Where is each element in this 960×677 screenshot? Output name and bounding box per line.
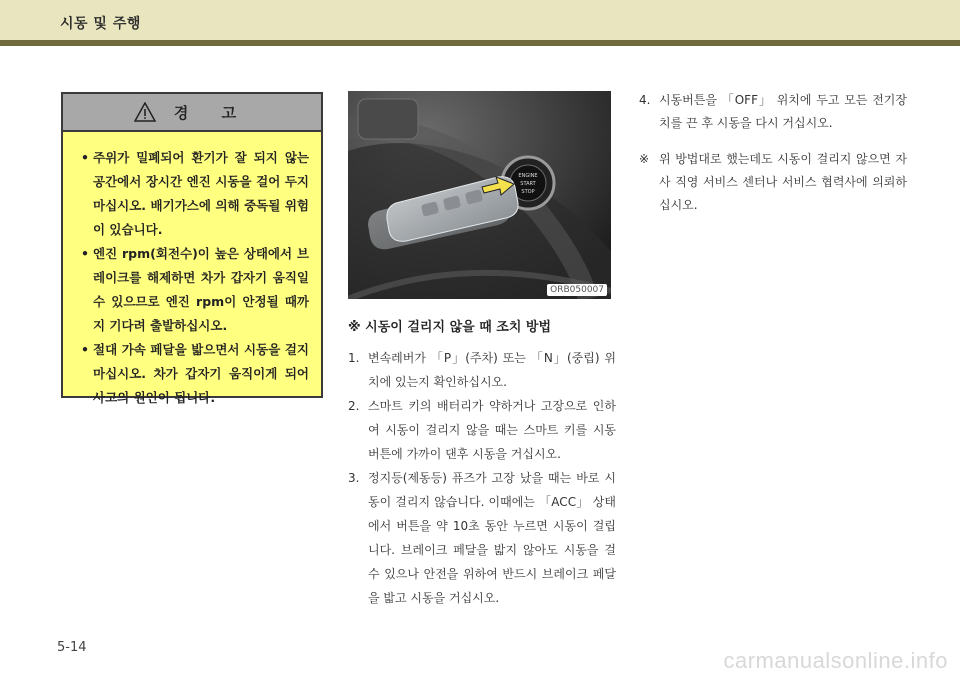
header-rule <box>0 40 960 46</box>
warning-list <box>63 132 321 410</box>
steps-list <box>348 346 616 610</box>
photo-code: ORB050007 <box>547 284 607 296</box>
step-item <box>348 466 616 610</box>
warning-triangle-icon <box>134 102 156 122</box>
step-text: 정지등(제동등) 퓨즈가 고장 났을 때는 바로 시동이 걸리지 않습니다. 이때에는 「ACC」 상태에서 버튼을 약 10초 동안 누르면 시동이 걸립니다. 브레이크 페달을 밟지 않아도 시동을 걸 수 있으나 안전을 위하여 반드시 브레이크 페달을 밟고 시동을 거십시오. <box>368 471 616 605</box>
step-text: 스마트 키의 배터리가 약하거나 고장으로 인하여 시동이 걸리지 않을 때는 스마트 키를 시동 버튼에 가까이 댄후 시동을 거십시오. <box>368 399 616 461</box>
smart-key-photo <box>348 91 611 299</box>
button-text-line: ENGINE <box>518 173 538 179</box>
warning-item: • 절대 가속 페달을 밟으면서 시동을 걸지 마십시오. 차가 갑자기 움직이게 되어 사고의 원인이 됩니다. <box>93 338 309 410</box>
step-number: 4. <box>639 93 651 107</box>
note-text: 위 방법대로 했는데도 시동이 걸리지 않으면 자사 직영 서비스 센터나 서비스 협력사에 의뢰하십시오. <box>659 152 907 212</box>
button-text-line: STOP <box>521 189 535 195</box>
warning-box <box>61 92 323 405</box>
step-text: 시동버튼을 「OFF」 위치에 두고 모든 전기장치를 끈 후 시동을 다시 거십시오. <box>659 93 907 130</box>
step-text: 변속레버가 「P」(주차) 또는 「N」(중립) 위치에 있는지 확인하십시오. <box>368 351 616 389</box>
button-text-line: START <box>520 181 536 187</box>
smart-key-illustration <box>348 91 611 299</box>
page-header <box>0 0 960 46</box>
step-number: 1. <box>348 351 360 365</box>
step-item <box>639 89 907 135</box>
right-column <box>639 89 907 230</box>
step-number: 2. <box>348 399 360 413</box>
step-item <box>348 346 616 394</box>
warning-title: 경 고 <box>173 103 251 122</box>
note <box>639 148 907 217</box>
watermark: carmanualsonline.info <box>723 648 948 673</box>
page-number: 5-14 <box>57 640 87 655</box>
step-item <box>348 394 616 466</box>
warning-item: • 주위가 밀폐되어 환기가 잘 되지 않는 공간에서 장시간 엔진 시동을 걸어 두지 마십시오. 배기가스에 의해 중독될 위험이 있습니다. <box>93 146 309 242</box>
note-mark: ※ <box>639 152 650 166</box>
warning-header <box>63 94 321 132</box>
warning-item: • 엔진 rpm(회전수)이 높은 상태에서 브레이크를 해제하면 차가 갑자기 움직일 수 있으므로 엔진 rpm이 안정될 때까지 기다려 출발하십시오. <box>93 242 309 338</box>
step-number: 3. <box>348 471 360 485</box>
chapter-title: 시동 및 주행 <box>60 16 141 32</box>
section-title: ※ 시동이 걸리지 않을 때 조치 방법 <box>348 320 552 335</box>
